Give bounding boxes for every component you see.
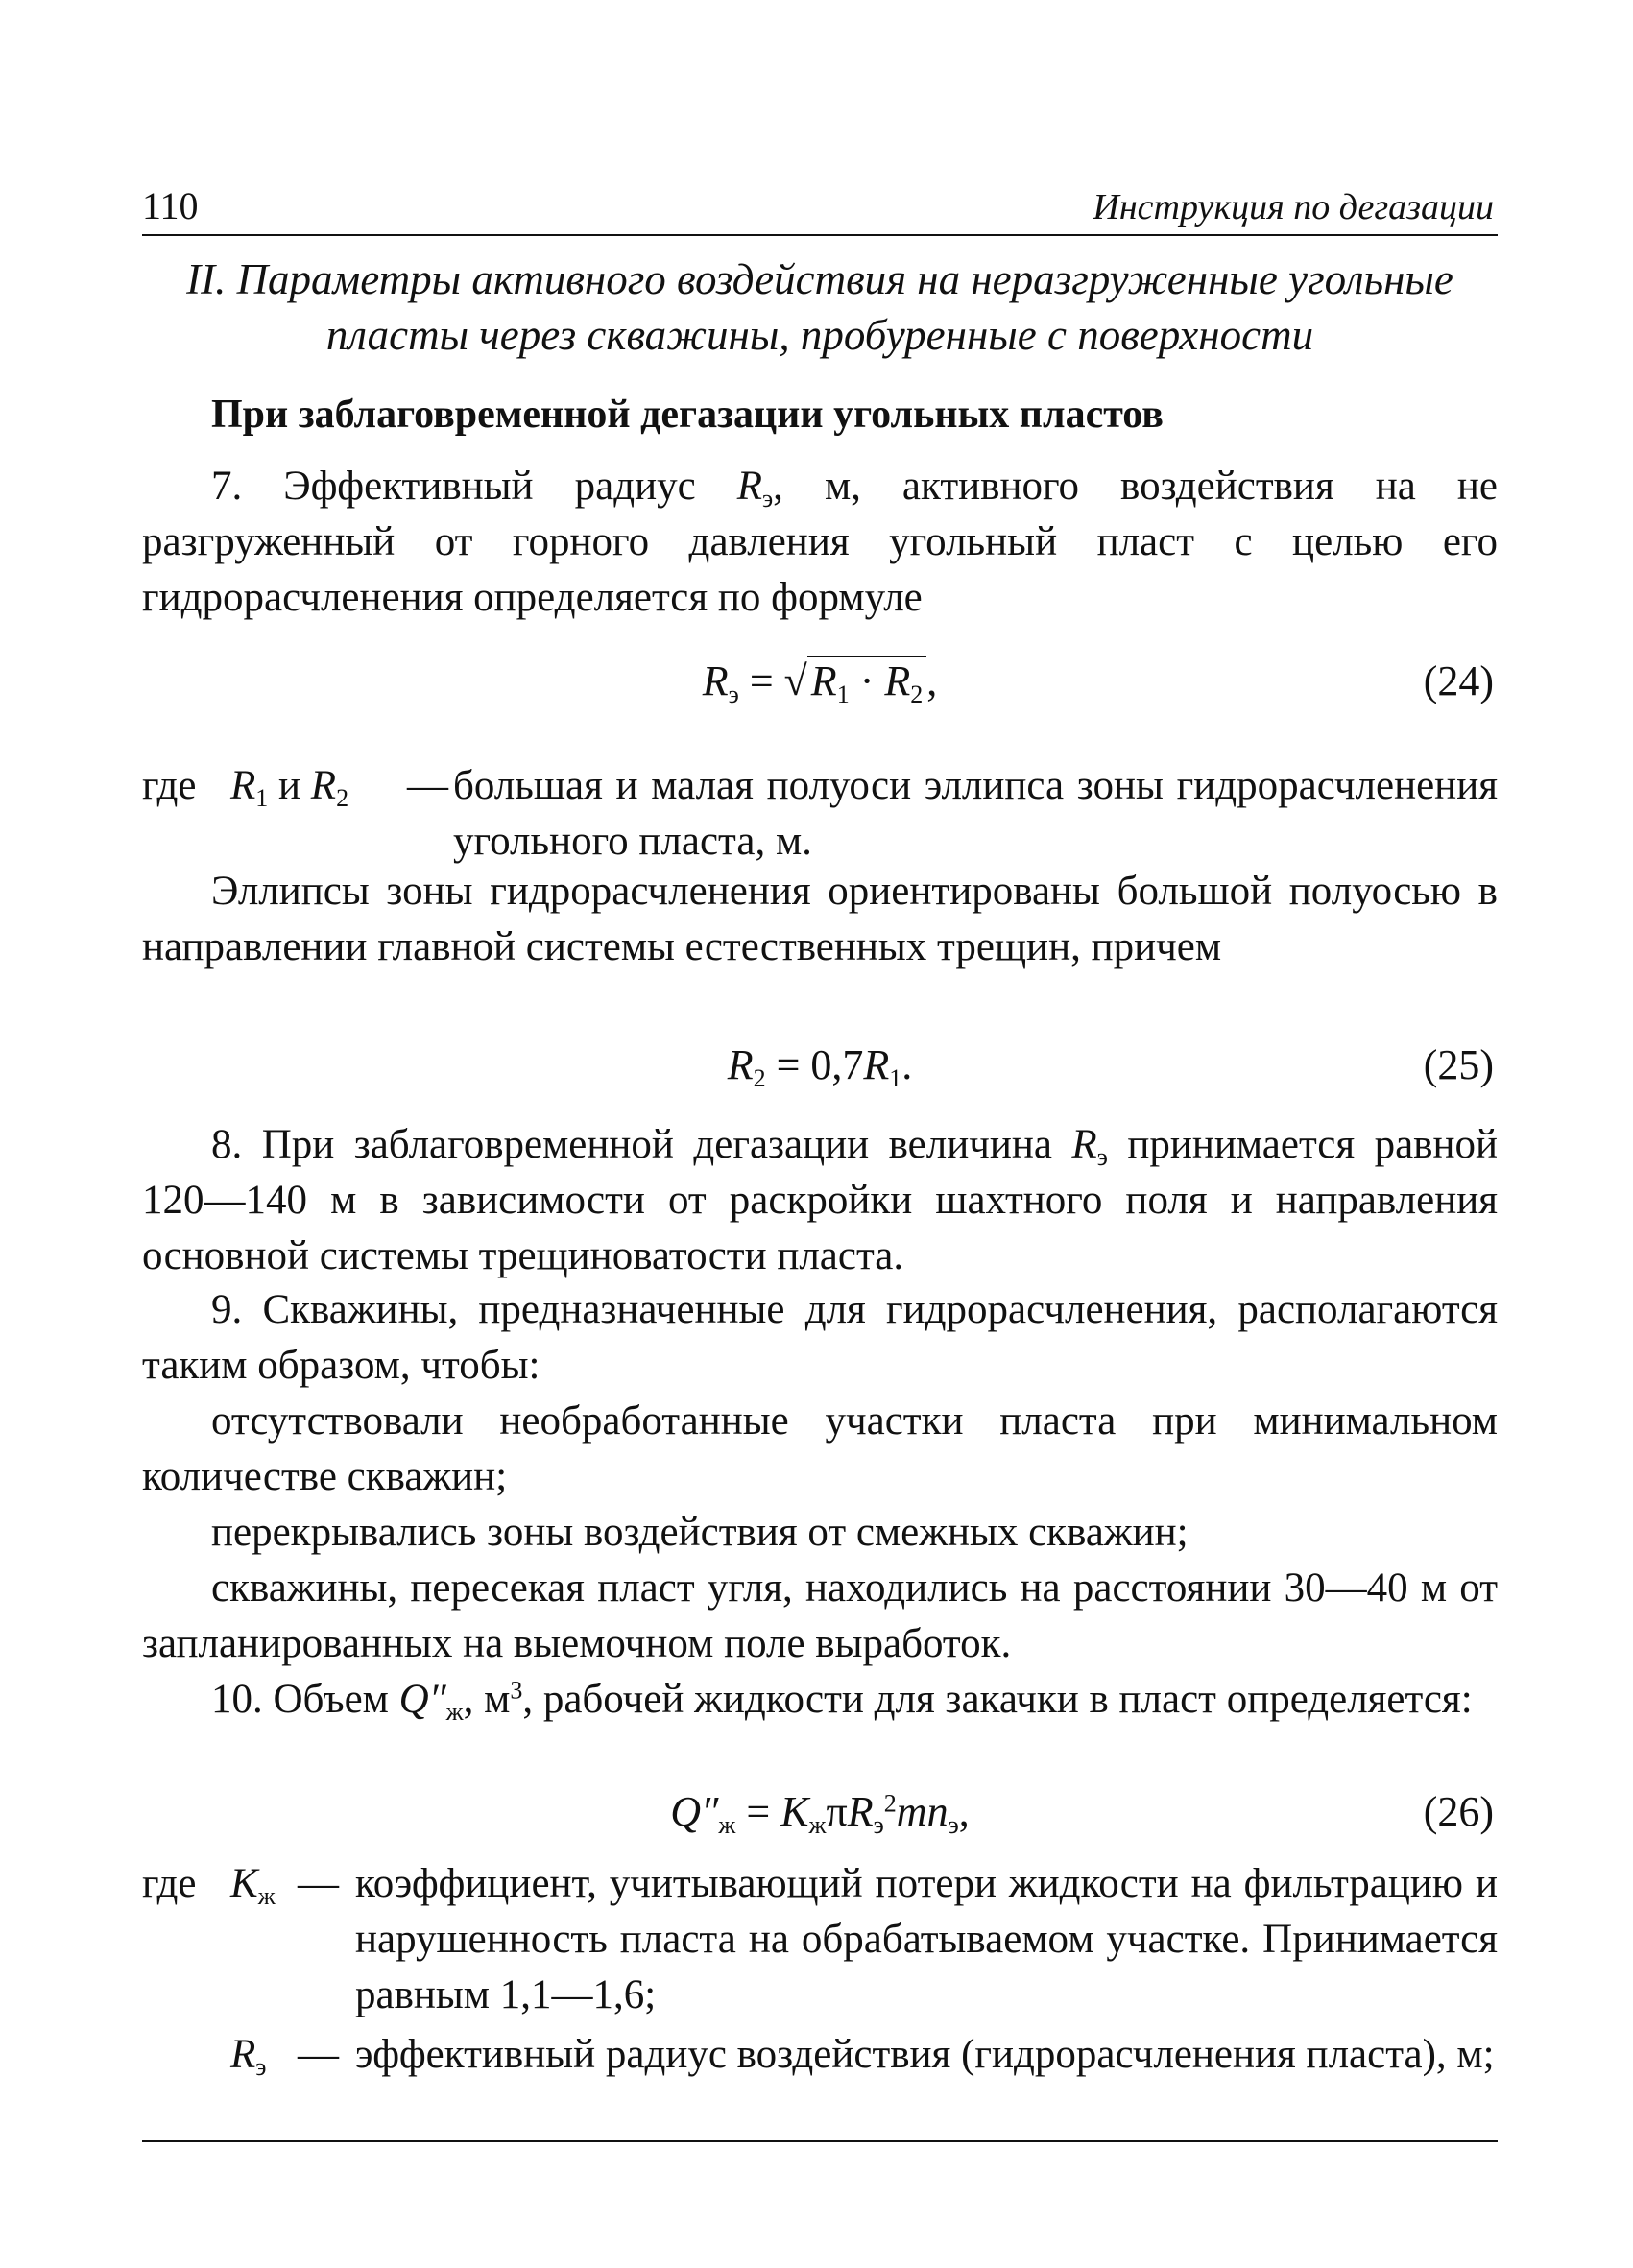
f26-tail: , (958, 1788, 970, 1835)
p10-symbol-sub: ж (445, 1697, 464, 1726)
f24-lhs-sub: э (728, 680, 739, 708)
page-number: 110 (142, 184, 199, 227)
w24-s1: R (230, 763, 256, 808)
f26-lhs-sub: ж (718, 1810, 736, 1839)
f25-rhs-sub: 1 (889, 1063, 902, 1092)
f24-r1-sub: 1 (836, 680, 850, 708)
equation-number-24: (24) (1423, 657, 1494, 704)
where-dash: — (407, 763, 448, 808)
equation-number-25: (25) (1423, 1041, 1494, 1088)
footer-rule (142, 2140, 1498, 2142)
paragraph-7 (142, 459, 1498, 626)
p10-symbol: Q″ (398, 1677, 446, 1722)
equation-number-26: (26) (1423, 1788, 1494, 1835)
paragraph-9c: скважины, пересекая пласт угля, находились на расстоянии 30—40 м от запланированных на выемочном поле выработок. (142, 1565, 1498, 1666)
p7-symbol: R (736, 464, 762, 509)
sqrt-sign: √ (783, 657, 807, 704)
where-dash-r: — (298, 2032, 339, 2077)
where-label-26: где (142, 1861, 197, 1906)
f26-r: R (847, 1788, 874, 1835)
f24-equals: = (738, 657, 784, 704)
w26-r: R (230, 2032, 256, 2077)
p7-symbol-sub: э (761, 484, 774, 513)
running-title: Инструкция по дегазации (1093, 187, 1494, 227)
subheading: При заблаговременной дегазации угольных пластов (211, 393, 1164, 437)
f24-r2: R (884, 657, 911, 704)
paragraph-10 (142, 1672, 1498, 1728)
p8-start: 8. При заблаговременной дегазации величина (211, 1122, 1072, 1167)
f24-tail: , (926, 657, 938, 704)
formula-26-expression (142, 1787, 1498, 1839)
p10-start: 10. Объем (211, 1677, 399, 1722)
f25-lhs: R (727, 1041, 754, 1088)
page-header (142, 182, 1498, 236)
formula-25-expression (142, 1040, 1498, 1092)
paragraph-9b: перекрывались зоны воздействия от смежных скважин; (211, 1510, 1189, 1555)
f26-r-sub: э (873, 1810, 884, 1839)
w24-s2: R (310, 763, 337, 808)
paragraph-9: 9. Скважины, предназначенные для гидрорасчленения, располагаются таким образом, чтобы: (142, 1287, 1498, 1388)
paragraph-ellipse: Эллипсы зоны гидрорасчленения ориентированы большой полуосью в направлении главной системы естественных трещин, причем (142, 869, 1498, 969)
section-title-line-1: II. Параметры активного воздействия на неразгруженные угольные (186, 255, 1453, 303)
where-block-26-k (142, 1856, 1498, 2029)
f24-dot: · (849, 657, 885, 704)
formula-26 (142, 1787, 1498, 1849)
p8-symbol-sub: э (1096, 1142, 1108, 1171)
formula-25 (142, 1040, 1498, 1102)
where-definition-k: коэффициент, учитывающий потери жидкости на фильтрацию и нарушенность пласта на обрабатываемом участке. Принимается равным 1,1—1,6; (355, 1861, 1498, 2017)
f26-equals: = (735, 1788, 781, 1835)
f25-equals: = 0,7 (765, 1041, 864, 1088)
section-title-line-2: пласты через скважины, пробуренные с поверхности (325, 311, 1314, 359)
f24-lhs: R (702, 657, 729, 704)
paragraph-8 (142, 1117, 1498, 1284)
p8-rest: принимается равной 120—140 м в зависимости от раскройки шахтного поля и направления основной системы трещиноватости пласта. (142, 1122, 1499, 1278)
f26-k: K (780, 1788, 809, 1835)
where-definition: большая и малая полуоси эллипса зоны гидрорасчленения угольного пласта, м. (453, 763, 1498, 864)
f26-pi: π (826, 1788, 848, 1835)
f26-m: m (896, 1788, 927, 1835)
where-definition-r: эффективный радиус воздействия (гидрорасчленения пласта), м; (355, 2032, 1495, 2077)
f24-r1: R (810, 657, 837, 704)
where-symbol-k (230, 1856, 276, 1912)
w26-k: K (230, 1861, 258, 1906)
f25-tail: . (901, 1041, 913, 1088)
where-block-26-r (142, 2027, 1498, 2142)
f26-n-sub: э (948, 1810, 959, 1839)
where-label: где (142, 763, 197, 808)
formula-24 (142, 657, 1498, 718)
p10-rest: , рабочей жидкости для закачки в пласт определяется: (522, 1677, 1473, 1722)
w26-r-sub: э (255, 2052, 267, 2081)
sqrt-radicand (807, 656, 926, 708)
where-symbols (230, 758, 348, 814)
where-dash-k: — (298, 1861, 339, 1906)
w24-s2-sub: 2 (336, 783, 349, 812)
f24-r2-sub: 2 (910, 680, 924, 708)
formula-24-expression (142, 657, 1498, 708)
f26-n: n (926, 1788, 949, 1835)
section-title (142, 251, 1498, 363)
p10-sup: 3 (510, 1676, 523, 1705)
p7-rest: , м, активного воздействия на не разгруженный от горного давления угольный пласт с целью его гидрорасчленения определяется по формуле (142, 464, 1498, 620)
w26-k-sub: ж (257, 1881, 276, 1910)
f26-k-sub: ж (808, 1810, 827, 1839)
w24-s1-sub: 1 (255, 783, 269, 812)
f26-lhs: Q″ (670, 1788, 719, 1835)
f25-lhs-sub: 2 (753, 1063, 766, 1092)
f25-rhs: R (863, 1041, 890, 1088)
p8-symbol: R (1071, 1122, 1097, 1167)
p10-mid: , м (463, 1677, 511, 1722)
w24-conj: и (268, 763, 311, 808)
p7-start: 7. Эффективный радиус (211, 464, 737, 509)
f26-r-sup: 2 (883, 1789, 897, 1818)
where-block-24 (142, 758, 1498, 873)
paragraph-9a: отсутствовали необработанные участки пласта при минимальном количестве скважин; (142, 1398, 1498, 1499)
where-symbol-r (230, 2027, 266, 2083)
